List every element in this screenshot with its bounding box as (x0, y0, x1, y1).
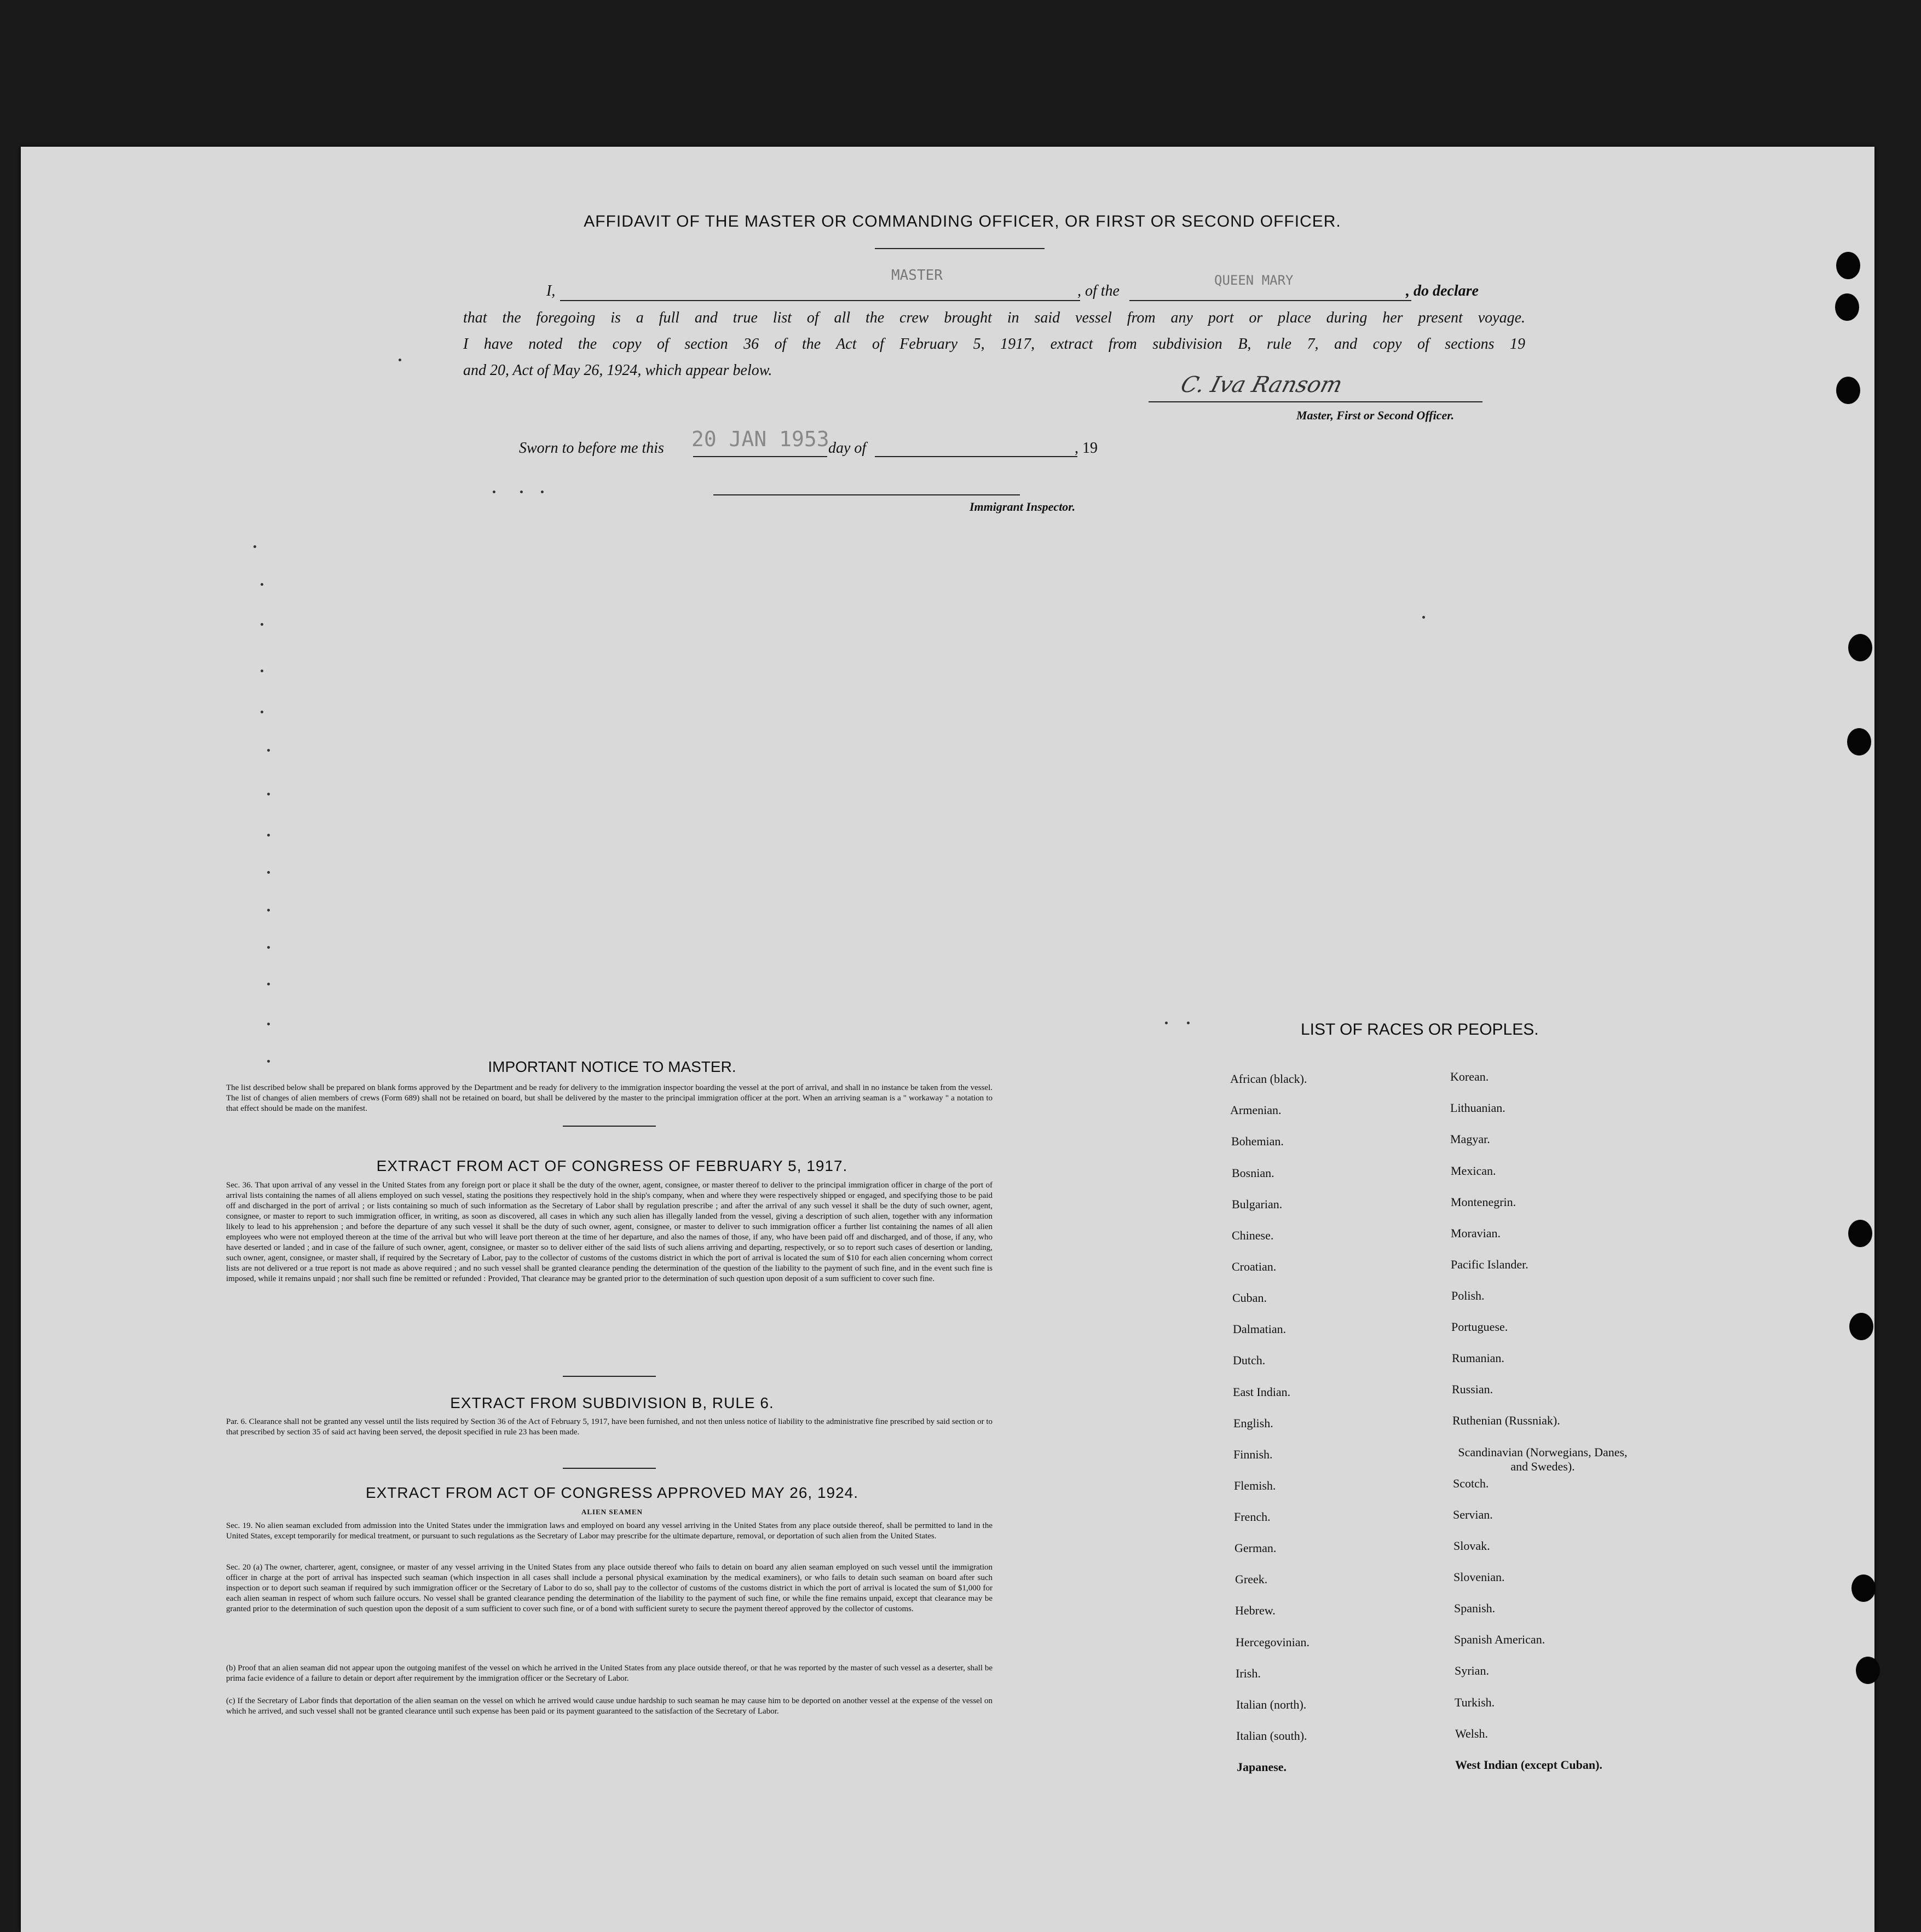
extract-1924-sec19: Sec. 19. No alien seaman excluded from admission into the United States under the immigration laws and employed on board any vessel arriving in the United States from any place outside thereof, shall be permitted to land in the United States, except temporarily for medical treatment, or pursuant to such regulations as the Secretary of Labor may prescribe for the ultimate departure, removal, or deportation of such alien from the United States. (226, 1521, 993, 1541)
extract-rule-body: Par. 6. Clearance shall not be granted any vessel until the lists required by Section 36 of the Act of February 5, 1917, have been furnished, and not then unless notice of liability to the administrative fine prescribed by said section or to that prescribed by section 35 of said act having been served, the deposit specified in rule 23 has been made. (226, 1417, 993, 1437)
affidavit-of-the: , of the (1077, 282, 1120, 299)
punch-hole (1836, 377, 1860, 404)
sworn-year: , 19 (1075, 440, 1098, 457)
race-item: Pacific Islander. (1451, 1258, 1528, 1271)
date-stamp: 20 JAN 1953 (691, 427, 829, 451)
race-item: English. (1233, 1416, 1273, 1430)
race-item: East Indian. (1233, 1385, 1291, 1399)
document-page (21, 147, 1874, 1932)
race-item: Hercegovinian. (1236, 1635, 1309, 1649)
rank-field (560, 300, 1080, 301)
punch-hole (1835, 293, 1859, 321)
punch-hole (1851, 1575, 1876, 1602)
race-item: Spanish American. (1454, 1633, 1545, 1646)
race-item: Italian (north). (1236, 1698, 1307, 1711)
race-item: Dalmatian. (1233, 1322, 1287, 1336)
affidavit-i: I, (546, 282, 556, 299)
sworn-prefix: Sworn to before me this (519, 440, 664, 457)
sworn-day-field (693, 456, 827, 457)
race-item: Portuguese. (1451, 1320, 1508, 1334)
affidavit-title: AFFIDAVIT OF THE MASTER OR COMMANDING OFFICER, OR FIRST OR SECOND OFFICER. (584, 212, 1341, 230)
affidavit-line2: that the foregoing is a full and true list of all the crew brought in said vessel from any port or place during her present voyage. (463, 309, 1525, 326)
race-item: Montenegrin. (1451, 1195, 1516, 1209)
race-item: Mexican. (1451, 1164, 1496, 1178)
notice-title: IMPORTANT NOTICE TO MASTER. (488, 1058, 736, 1075)
divider (875, 248, 1045, 249)
race-item: Rumanian. (1452, 1351, 1504, 1365)
race-item: Magyar. (1450, 1132, 1490, 1146)
race-item: Italian (south). (1236, 1729, 1307, 1743)
race-item: Servian. (1453, 1508, 1493, 1521)
extract-1924-sec20a: Sec. 20 (a) The owner, charterer, agent, consignee, or master of any vessel arriving in the United States from any place outside thereof who fails to detain on board any alien seaman employed on such vessel until the immigration officer in charge at the port of arrival has inspected such seaman (which inspection in all cases shall include a personal physical examination by the medical examiners), or who fails to detain such seaman on board after such inspection or to deport such seaman if required by such immigration officer or the Secretary of Labor to do so, shall pay to the collector of customs of the customs district in which the port of arrival is located the sum of $1,000 for each alien seaman in respect of whom such failure occurs. No vessel shall be granted clearance pending the determination of the liability to the payment of such fine, or while the fine remains unpaid, except that clearance may be granted prior to the determination of such question upon the deposit of a sum sufficient to cover such fine, or of a bond with sufficient surety to secure the payment thereof approved by the collector of customs. (226, 1563, 993, 1613)
extract-1924-sec20b: (b) Proof that an alien seaman did not appear upon the outgoing manifest of the vessel on which he arrived in the United States from any place outside thereof, or that he was reported by the master of such vessel as a deserter, shall be prima facie evidence of a failure to detain or deport after requirement by the immigration officer or the Secretary of Labor. (226, 1664, 993, 1683)
punch-hole (1856, 1657, 1880, 1684)
race-item: German. (1234, 1541, 1277, 1555)
race-item: Moravian. (1451, 1226, 1501, 1240)
race-item: French. (1234, 1510, 1271, 1524)
extract-1924-title: EXTRACT FROM ACT OF CONGRESS APPROVED MAY 26, 1924. (365, 1484, 859, 1501)
punch-hole (1836, 252, 1860, 279)
affidavit-line4: and 20, Act of May 26, 1924, which appear below. (463, 362, 772, 379)
signature-caption: Master, First or Second Officer. (1296, 408, 1455, 422)
race-item: Dutch. (1233, 1353, 1266, 1367)
race-item: Bohemian. (1231, 1134, 1284, 1148)
affidavit-line3: I have noted the copy of section 36 of the Act of February 5, 1917, extract from subdivision B, rule 7, and copy of sections 19 (463, 336, 1525, 353)
extract-1917-body: Sec. 36. That upon arrival of any vessel in the United States from any foreign port or place it shall be the duty of the owner, agent, consignee, or master thereof to deliver to the principal immigration officer in charge of the port of arrival lists containing the names of all aliens employed on such vessel, stating the positions they respectively hold in the ship's company, when and where they were respectively shipped or engaged, and specifying those to be paid off and discharged in the port of arrival ; or lists containing so much of such information as the Secretary of Labor shall by regulation prescribe ; and after the arrival of any such vessel it shall be the duty of such owner, agent, consignee, or master to report to such immigration officer, in writing, as soon as discovered, all cases in which any such alien has illegally landed from the vessel, giving a description of such alien, together with any information likely to lead to his apprehension ; and before the departure of any such vessel it shall be the duty of such owner, agent, consignee, or master to deliver to such immigration officer a further list containing the names of all alien employees who were not employed thereon at the time of the arrival but who will leave port thereon at the time of her departure, and also the names of those, if any, who have been paid off and discharged, and of those, if any, who have deserted or landed ; and in case of the failure of such owner, agent, consignee, or master so to deliver either of the said lists of such aliens arriving and departing, respectively, or so to report such cases of desertion or landing, such owner, agent, consignee, or master shall, if required by the Secretary of Labor, pay to the collector of customs of the customs district in which the port of arrival is located the sum of $10 for each alien concerning whom correct lists are not delivered or a true report is not made as above required ; and no such vessel shall be granted clearance pending the determination of the question of the liability to the payment of such fine, and in the event such fine is imposed, while it remains unpaid ; nor shall such fine be remitted or refunded : Provided, That clearance may be granted prior to the determination of such question upon deposit of a sum sufficient to cover such fine. (226, 1181, 993, 1283)
extract-1924-sec20c: (c) If the Secretary of Labor finds that deportation of the alien seaman on the vessel on which he arrived would cause undue hardship to such seaman he may cause him to be deported on another vessel at the expense of the vessel on which he arrived, and such vessel shall not be granted clearance until such expense has been paid or its payment guaranteed to the satisfaction of the Secretary of Labor. (226, 1697, 993, 1716)
race-item: Hebrew. (1235, 1604, 1276, 1617)
race-item: Greek. (1235, 1572, 1268, 1586)
race-item: Russian. (1452, 1382, 1493, 1396)
vessel-stamp: QUEEN MARY (1214, 273, 1294, 288)
race-item: Slovenian. (1453, 1570, 1505, 1584)
race-item: Ruthenian (Russniak). (1452, 1414, 1560, 1427)
race-item: African (black). (1230, 1072, 1307, 1086)
punch-hole (1849, 1313, 1873, 1340)
vessel-field (1129, 300, 1411, 301)
extract-1924-subtitle: ALIEN SEAMEN (581, 1508, 643, 1516)
punch-hole (1848, 634, 1872, 661)
extract-1917-title: EXTRACT FROM ACT OF CONGRESS OF FEBRUARY 5, 1917. (376, 1157, 848, 1174)
divider (563, 1468, 656, 1469)
race-item: Croatian. (1232, 1260, 1277, 1273)
race-item: Chinese. (1232, 1229, 1274, 1242)
race-item: Korean. (1450, 1070, 1489, 1083)
rank-stamp: MASTER (891, 267, 943, 284)
inspector-caption: Immigrant Inspector. (970, 500, 1076, 514)
divider (563, 1376, 656, 1377)
punch-hole (1848, 1220, 1872, 1247)
race-item: Syrian. (1455, 1664, 1489, 1677)
race-item: Cuban. (1232, 1291, 1267, 1305)
races-title: LIST OF RACES OR PEOPLES. (1301, 1020, 1539, 1039)
signature: C. Iva Ransom (1178, 372, 1345, 397)
race-item: Spanish. (1454, 1601, 1496, 1615)
race-item: Lithuanian. (1450, 1101, 1505, 1115)
race-item: Bosnian. (1232, 1166, 1274, 1180)
race-item: Polish. (1451, 1289, 1485, 1302)
divider (563, 1126, 656, 1127)
race-item: Finnish. (1233, 1447, 1273, 1461)
notice-body: The list described below shall be prepared on blank forms approved by the Department and be ready for delivery to the immigration inspector boarding the vessel at the port of arrival, and shall in no instance be taken from the vessel. The list of changes of alien members of crews (Form 689) shall not be retained on board, but shall be delivered by the master to the principal immigration officer at the port. When an arriving seaman is a " workaway " a notation to that effect should be made on the manifest. (226, 1083, 993, 1113)
race-item: Welsh. (1455, 1727, 1488, 1740)
signature-line (1149, 401, 1482, 402)
race-item: West Indian (except Cuban). (1455, 1758, 1602, 1772)
race-item: Scandinavian (Norwegians, Danes, and Swedes). (1458, 1445, 1628, 1473)
inspector-line (713, 494, 1020, 495)
race-item: Irish. (1236, 1666, 1261, 1680)
race-item: Japanese. (1237, 1760, 1287, 1774)
sworn-day-of: day of (828, 440, 867, 457)
race-item: Slovak. (1453, 1539, 1490, 1553)
race-item: Turkish. (1455, 1695, 1495, 1709)
race-item: Scotch. (1453, 1477, 1489, 1490)
punch-hole (1847, 728, 1871, 756)
affidavit-do-declare: , do declare (1406, 282, 1479, 299)
extract-rule-title: EXTRACT FROM SUBDIVISION B, RULE 6. (450, 1394, 774, 1411)
sworn-month-field (875, 456, 1077, 457)
race-item: Flemish. (1234, 1479, 1276, 1492)
race-item: Armenian. (1230, 1103, 1282, 1117)
race-item: Bulgarian. (1232, 1197, 1283, 1211)
